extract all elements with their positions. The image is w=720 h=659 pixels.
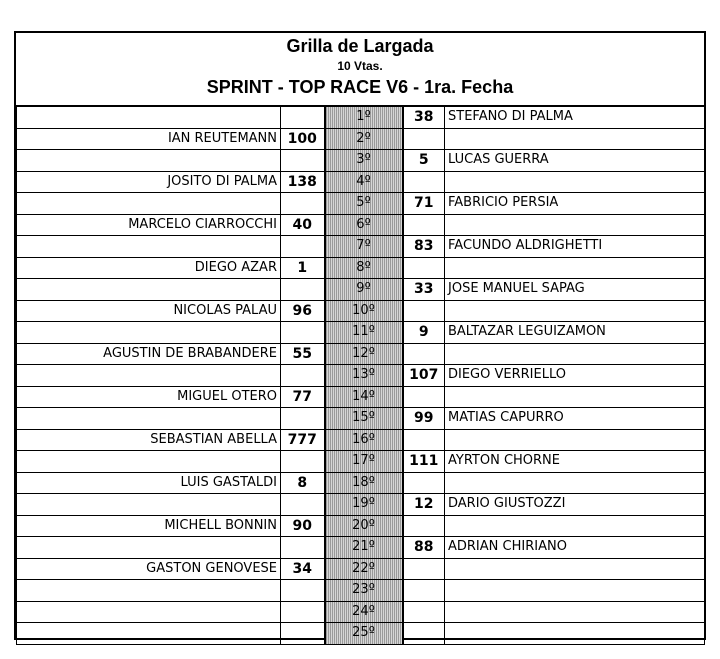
left-car-number: 100 bbox=[281, 128, 325, 150]
right-car-number: 99 bbox=[403, 408, 445, 430]
right-driver-name: DIEGO VERRIELLO bbox=[445, 365, 705, 387]
grid-row bbox=[17, 279, 705, 301]
right-car-number: 9 bbox=[403, 322, 445, 344]
right-car-number bbox=[403, 343, 445, 365]
left-car-number bbox=[281, 601, 325, 623]
left-car-number: 96 bbox=[281, 300, 325, 322]
right-car-number: 12 bbox=[403, 494, 445, 516]
grid-position: 22º bbox=[325, 558, 403, 580]
right-driver-name: BALTAZAR LEGUIZAMON bbox=[445, 322, 705, 344]
right-car-number: 88 bbox=[403, 537, 445, 559]
right-driver-name bbox=[445, 386, 705, 408]
grid-position: 5º bbox=[325, 193, 403, 215]
left-car-number: 1 bbox=[281, 257, 325, 279]
grid-row bbox=[17, 322, 705, 344]
right-driver-name bbox=[445, 515, 705, 537]
right-driver-name bbox=[445, 601, 705, 623]
grid-row bbox=[17, 494, 705, 516]
left-car-number: 138 bbox=[281, 171, 325, 193]
right-car-number bbox=[403, 128, 445, 150]
grid-row bbox=[17, 537, 705, 559]
left-car-number bbox=[281, 365, 325, 387]
right-car-number: 83 bbox=[403, 236, 445, 258]
grid-position: 14º bbox=[325, 386, 403, 408]
right-car-number bbox=[403, 558, 445, 580]
left-driver-name bbox=[17, 279, 281, 301]
grid-row bbox=[17, 236, 705, 258]
left-driver-name bbox=[17, 322, 281, 344]
left-car-number bbox=[281, 279, 325, 301]
left-car-number: 77 bbox=[281, 386, 325, 408]
document-title: Grilla de Largada bbox=[286, 36, 434, 56]
grid-row bbox=[17, 365, 705, 387]
grid-position: 13º bbox=[325, 365, 403, 387]
grid-row bbox=[17, 515, 705, 537]
left-driver-name: MICHELL BONNIN bbox=[17, 515, 281, 537]
grid-position: 16º bbox=[325, 429, 403, 451]
left-driver-name: GASTON GENOVESE bbox=[17, 558, 281, 580]
right-car-number: 38 bbox=[403, 106, 445, 128]
grid-row bbox=[17, 343, 705, 365]
left-car-number bbox=[281, 106, 325, 128]
left-car-number bbox=[281, 580, 325, 602]
grid-row bbox=[17, 472, 705, 494]
right-driver-name: FABRICIO PERSIA bbox=[445, 193, 705, 215]
left-car-number: 40 bbox=[281, 214, 325, 236]
grid-row bbox=[17, 193, 705, 215]
right-driver-name bbox=[445, 343, 705, 365]
grid-position: 4º bbox=[325, 171, 403, 193]
grid-row bbox=[17, 106, 705, 128]
grid-position: 3º bbox=[325, 150, 403, 172]
right-car-number bbox=[403, 300, 445, 322]
right-car-number bbox=[403, 601, 445, 623]
left-driver-name: NICOLAS PALAU bbox=[17, 300, 281, 322]
right-driver-name bbox=[445, 257, 705, 279]
right-driver-name: FACUNDO ALDRIGHETTI bbox=[445, 236, 705, 258]
grid-row bbox=[17, 623, 705, 645]
left-car-number: 8 bbox=[281, 472, 325, 494]
grid-row bbox=[17, 580, 705, 602]
left-car-number bbox=[281, 537, 325, 559]
left-driver-name bbox=[17, 537, 281, 559]
grid-row bbox=[17, 171, 705, 193]
left-car-number: 90 bbox=[281, 515, 325, 537]
left-driver-name: LUIS GASTALDI bbox=[17, 472, 281, 494]
grid-position: 6º bbox=[325, 214, 403, 236]
left-car-number bbox=[281, 451, 325, 473]
grid-row bbox=[17, 451, 705, 473]
right-car-number bbox=[403, 429, 445, 451]
left-driver-name bbox=[17, 236, 281, 258]
left-driver-name bbox=[17, 150, 281, 172]
right-driver-name: LUCAS GUERRA bbox=[445, 150, 705, 172]
grid-row bbox=[17, 300, 705, 322]
left-driver-name bbox=[17, 623, 281, 645]
grid-position: 25º bbox=[325, 623, 403, 645]
right-car-number bbox=[403, 623, 445, 645]
right-driver-name bbox=[445, 214, 705, 236]
right-driver-name bbox=[445, 623, 705, 645]
grid-position: 8º bbox=[325, 257, 403, 279]
grid-position: 18º bbox=[325, 472, 403, 494]
grid-row bbox=[17, 429, 705, 451]
right-driver-name: AYRTON CHORNE bbox=[445, 451, 705, 473]
starting-grid-document bbox=[14, 31, 706, 640]
right-driver-name: ADRIAN CHIRIANO bbox=[445, 537, 705, 559]
right-car-number: 33 bbox=[403, 279, 445, 301]
grid-position: 11º bbox=[325, 322, 403, 344]
left-driver-name bbox=[17, 193, 281, 215]
right-car-number bbox=[403, 386, 445, 408]
left-driver-name: IAN REUTEMANN bbox=[17, 128, 281, 150]
right-driver-name: STEFANO DI PALMA bbox=[445, 106, 705, 128]
grid-position: 24º bbox=[325, 601, 403, 623]
left-driver-name: MARCELO CIARROCCHI bbox=[17, 214, 281, 236]
left-driver-name: MIGUEL OTERO bbox=[17, 386, 281, 408]
grid-position: 17º bbox=[325, 451, 403, 473]
right-car-number: 71 bbox=[403, 193, 445, 215]
left-driver-name: AGUSTIN DE BRABANDERE bbox=[17, 343, 281, 365]
right-driver-name bbox=[445, 128, 705, 150]
grid-position: 7º bbox=[325, 236, 403, 258]
left-car-number: 55 bbox=[281, 343, 325, 365]
left-car-number bbox=[281, 408, 325, 430]
grid-row bbox=[17, 408, 705, 430]
grid-position: 1º bbox=[325, 106, 403, 128]
event-subtitle: SPRINT - TOP RACE V6 - 1ra. Fecha bbox=[206, 77, 514, 97]
grid-row bbox=[17, 257, 705, 279]
right-driver-name bbox=[445, 300, 705, 322]
grid-position: 10º bbox=[325, 300, 403, 322]
right-car-number: 111 bbox=[403, 451, 445, 473]
left-car-number: 34 bbox=[281, 558, 325, 580]
grid-row bbox=[17, 601, 705, 623]
grid-row bbox=[17, 558, 705, 580]
left-driver-name bbox=[17, 408, 281, 430]
left-car-number bbox=[281, 193, 325, 215]
right-driver-name bbox=[445, 472, 705, 494]
right-car-number bbox=[403, 257, 445, 279]
right-driver-name bbox=[445, 558, 705, 580]
left-driver-name: JOSITO DI PALMA bbox=[17, 171, 281, 193]
grid-row bbox=[17, 386, 705, 408]
right-driver-name: DARIO GIUSTOZZI bbox=[445, 494, 705, 516]
grid-row bbox=[17, 150, 705, 172]
grid-position: 21º bbox=[325, 537, 403, 559]
grid-position: 19º bbox=[325, 494, 403, 516]
right-car-number bbox=[403, 515, 445, 537]
left-car-number bbox=[281, 236, 325, 258]
right-driver-name bbox=[445, 429, 705, 451]
grid-position: 23º bbox=[325, 580, 403, 602]
left-driver-name bbox=[17, 580, 281, 602]
grid-row bbox=[17, 128, 705, 150]
left-car-number bbox=[281, 494, 325, 516]
left-car-number bbox=[281, 150, 325, 172]
grid-position: 9º bbox=[325, 279, 403, 301]
right-car-number bbox=[403, 214, 445, 236]
grid-position: 2º bbox=[325, 128, 403, 150]
grid-row bbox=[17, 214, 705, 236]
right-car-number bbox=[403, 171, 445, 193]
right-driver-name bbox=[445, 171, 705, 193]
grid-position: 15º bbox=[325, 408, 403, 430]
right-driver-name bbox=[445, 580, 705, 602]
laps-count: 10 Vtas. bbox=[337, 59, 383, 73]
left-car-number bbox=[281, 322, 325, 344]
left-driver-name bbox=[17, 494, 281, 516]
right-car-number bbox=[403, 580, 445, 602]
right-car-number bbox=[403, 472, 445, 494]
grid-position: 20º bbox=[325, 515, 403, 537]
grid-table bbox=[16, 105, 705, 645]
right-car-number: 5 bbox=[403, 150, 445, 172]
right-driver-name: JOSE MANUEL SAPAG bbox=[445, 279, 705, 301]
left-driver-name: DIEGO AZAR bbox=[17, 257, 281, 279]
grid-position: 12º bbox=[325, 343, 403, 365]
left-driver-name bbox=[17, 365, 281, 387]
left-driver-name bbox=[17, 451, 281, 473]
left-driver-name bbox=[17, 601, 281, 623]
right-driver-name: MATIAS CAPURRO bbox=[445, 408, 705, 430]
left-driver-name bbox=[17, 106, 281, 128]
left-car-number: 777 bbox=[281, 429, 325, 451]
right-car-number: 107 bbox=[403, 365, 445, 387]
left-car-number bbox=[281, 623, 325, 645]
left-driver-name: SEBASTIAN ABELLA bbox=[17, 429, 281, 451]
